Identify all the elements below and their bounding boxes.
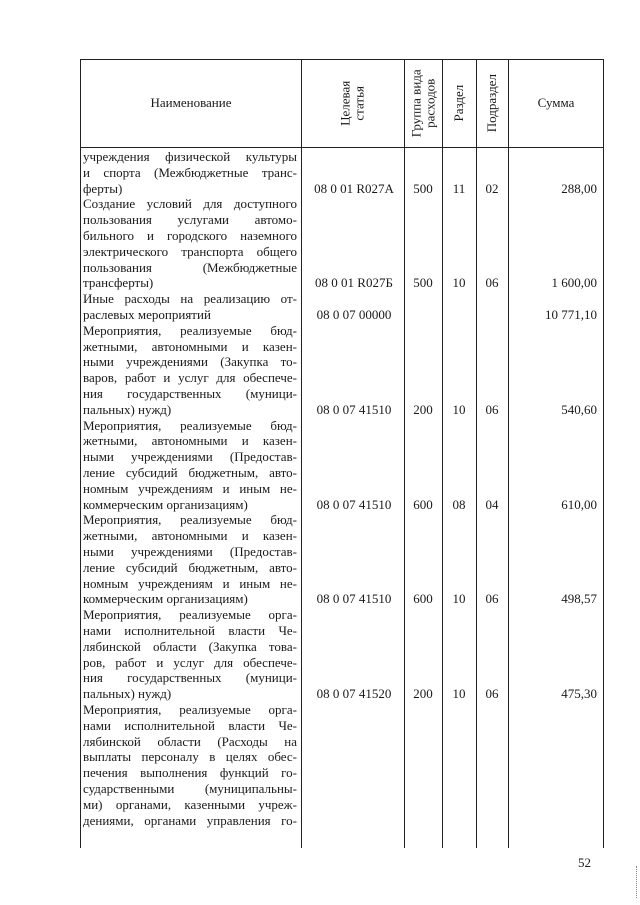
row-subsection: 06 xyxy=(485,401,499,417)
table-row-name: Создание условий для доступного пользования услугами автомо- бильного и городского наземного электрического транспорта общего пользования (Межбюджетные трансферты) xyxy=(83,196,297,291)
row-section: 10 xyxy=(452,591,466,607)
row-section: 10 xyxy=(452,275,466,291)
column-divider xyxy=(508,60,509,848)
table-row-name: Мероприятия, реализуемые орга- нами исполнительной власти Че- лябинской области (Расходы на выплаты персоналу в целях обес- печения выполнения функций го- сударственными (муниципальны- ми) органами, казенными учреж- дениями, органами управления го- xyxy=(83,702,297,828)
row-target-code: 08 0 07 41510 xyxy=(316,401,392,417)
row-subsection: 06 xyxy=(485,275,499,291)
row-sum: 1 600,00 xyxy=(551,275,597,291)
row-section: 08 xyxy=(452,496,466,512)
row-section: 10 xyxy=(452,401,466,417)
row-subsection: 02 xyxy=(485,180,499,196)
header-target: Целевая статья xyxy=(337,80,367,127)
row-subsection: 04 xyxy=(485,496,499,512)
row-target-code: 08 0 07 41510 xyxy=(316,496,392,512)
header-group: Группа вида расходов xyxy=(408,69,438,138)
column-divider xyxy=(301,60,302,848)
table-row-name: Иные расходы на реализацию от- раслевых мероприятий xyxy=(83,291,297,322)
row-expense-group: 500 xyxy=(413,275,433,291)
row-section: 11 xyxy=(452,180,466,196)
column-divider xyxy=(442,60,443,848)
row-target-code: 08 0 07 41510 xyxy=(316,591,392,607)
page-number: 52 xyxy=(578,855,591,870)
row-expense-group: 200 xyxy=(413,686,433,702)
column-divider xyxy=(404,60,405,848)
budget-table xyxy=(80,59,604,848)
row-sum: 610,00 xyxy=(561,496,597,512)
row-target-code: 08 0 07 41520 xyxy=(316,686,392,702)
row-subsection: 06 xyxy=(485,686,499,702)
row-sum: 10 771,10 xyxy=(545,307,597,322)
header-section: Раздел xyxy=(451,85,467,122)
row-expense-group: 600 xyxy=(413,591,433,607)
row-target-code: 08 0 01 R027А xyxy=(314,180,394,196)
row-sum: 288,00 xyxy=(561,180,597,196)
column-divider xyxy=(476,60,477,848)
table-row-name: Мероприятия, реализуемые бюд- жетными, автономными и казен- ными учреждениями (Закупка то- варов, работ и услуг для обеспече- ния государственных (муници- пальных) нужд) xyxy=(83,322,297,417)
table-row-name: Мероприятия, реализуемые орга- нами исполнительной власти Че- лябинской области (Закупка това- ров, работ и услуг для обеспече- ния государственных (муници- пальных) нужд) xyxy=(83,607,297,702)
row-sum: 475,30 xyxy=(561,686,597,702)
header-name: Наименование xyxy=(150,95,232,111)
row-target-code: 08 0 01 R027Б xyxy=(315,275,393,291)
row-sum: 540,60 xyxy=(561,401,597,417)
header-sum: Сумма xyxy=(537,95,575,111)
row-expense-group: 500 xyxy=(413,180,433,196)
table-row-name: Мероприятия, реализуемые бюд- жетными, автономными и казен- ными учреждениями (Предостав- ление субсидий бюджетным, авто- номным учреждениям и иным не- коммерческим организациям) xyxy=(83,417,297,512)
header-subsection: Подраздел xyxy=(484,74,500,133)
table-row-name: Мероприятия, реализуемые бюд- жетными, автономными и казен- ными учреждениями (Предостав- ление субсидий бюджетным, авто- номным учреждениям и иным не- коммерческим организациям) xyxy=(83,512,297,607)
scan-edge-mark xyxy=(636,866,639,898)
row-section: 10 xyxy=(452,686,466,702)
table-row-name: учреждения физической культуры и спорта (Межбюджетные транс- ферты) xyxy=(83,149,297,196)
row-subsection: 06 xyxy=(485,591,499,607)
row-sum: 498,57 xyxy=(561,591,597,607)
header-divider xyxy=(81,147,603,148)
row-expense-group: 600 xyxy=(413,496,433,512)
row-target-code: 08 0 07 00000 xyxy=(316,307,392,322)
row-expense-group: 200 xyxy=(413,401,433,417)
